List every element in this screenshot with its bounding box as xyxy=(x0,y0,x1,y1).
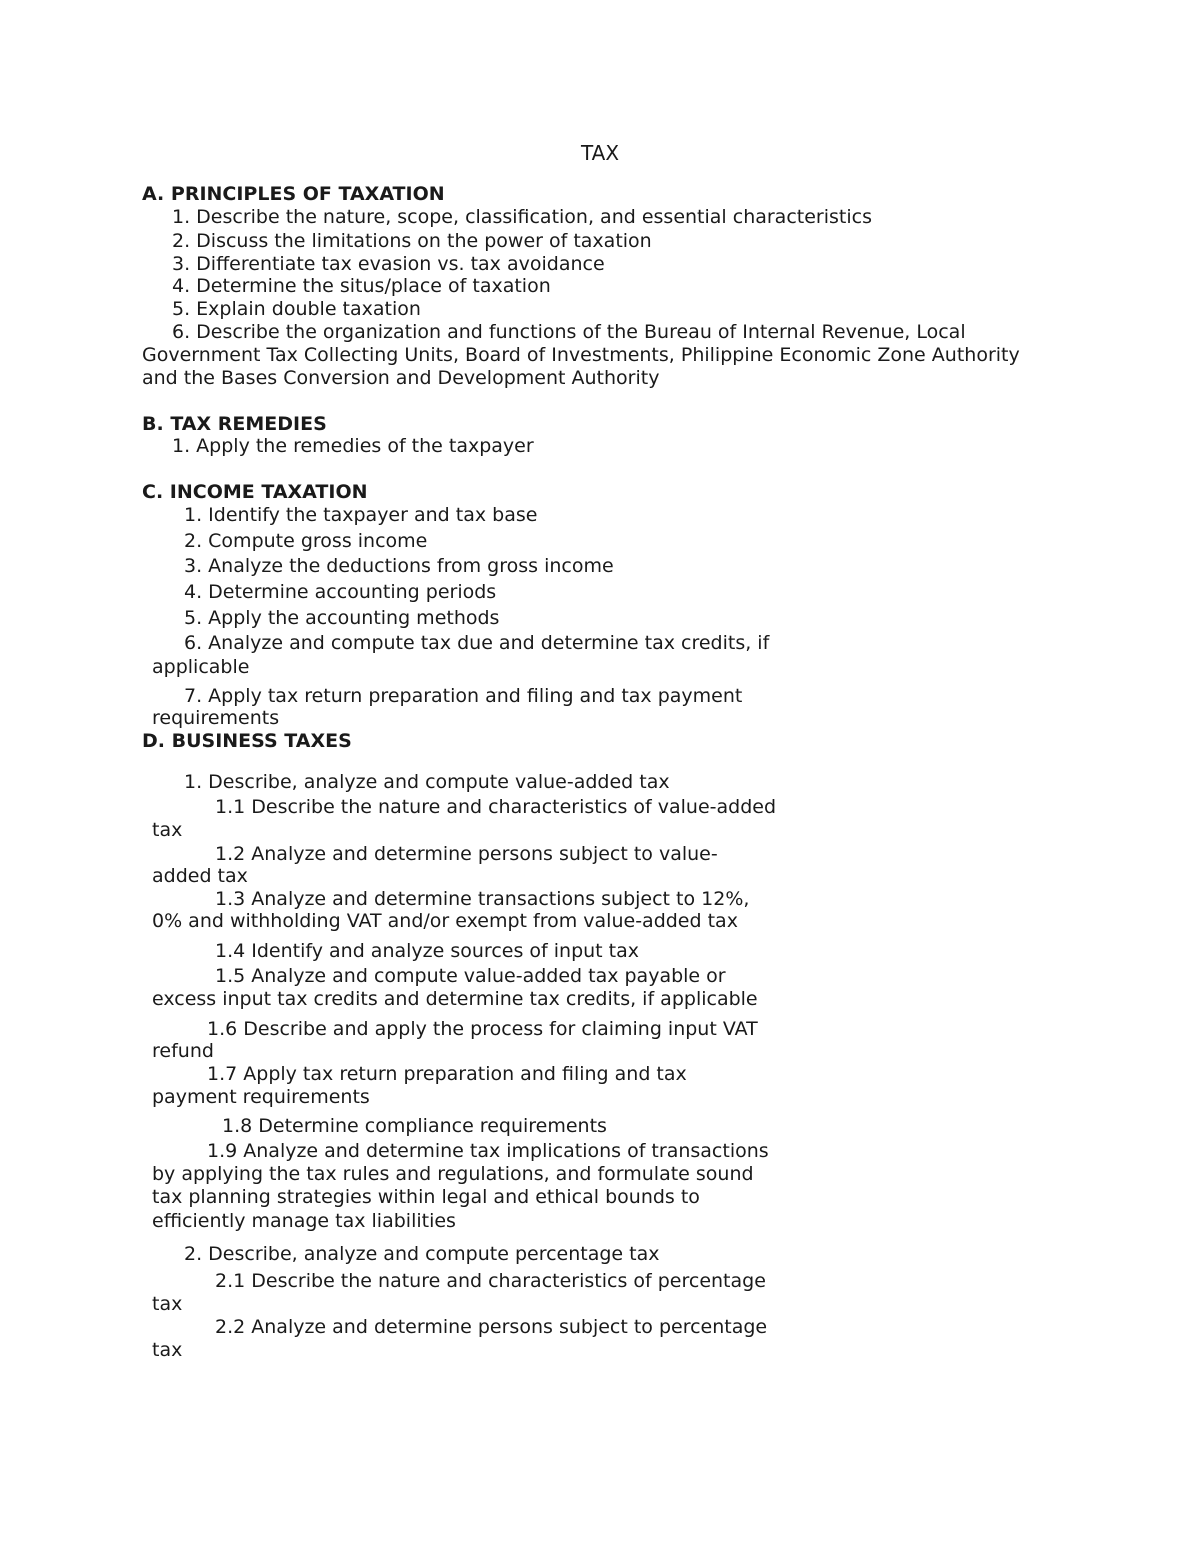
section-a-item-6-line-2: Government Tax Collecting Units, Board of Investments, Philippine Economic Zone Authority xyxy=(142,344,1020,366)
section-d-sub-1-5-line-2: excess input tax credits and determine tax credits, if applicable xyxy=(152,988,758,1010)
section-a-item-6-line-3: and the Bases Conversion and Development Authority xyxy=(142,367,660,389)
section-a-item-4: 4. Determine the situs/place of taxation xyxy=(172,275,551,297)
section-d-sub-1-9-line-1: 1.9 Analyze and determine tax implications of transactions xyxy=(207,1140,769,1162)
section-d-sub-1-2-line-1: 1.2 Analyze and determine persons subject to value- xyxy=(215,843,718,865)
section-d-sub-1-9-line-4: efficiently manage tax liabilities xyxy=(152,1210,456,1232)
section-a-heading: A. PRINCIPLES OF TAXATION xyxy=(142,183,445,205)
section-d-item-2: 2. Describe, analyze and compute percentage tax xyxy=(184,1243,660,1265)
section-d-sub-1-6-line-1: 1.6 Describe and apply the process for claiming input VAT xyxy=(207,1018,758,1040)
section-d-sub-1-7-line-1: 1.7 Apply tax return preparation and filing and tax xyxy=(207,1063,687,1085)
section-d-sub-1-3-line-1: 1.3 Analyze and determine transactions subject to 12%, xyxy=(215,888,750,910)
section-b-heading: B. TAX REMEDIES xyxy=(142,413,327,435)
section-c-item-4: 4. Determine accounting periods xyxy=(184,581,497,603)
section-a-item-3: 3. Differentiate tax evasion vs. tax avoidance xyxy=(172,253,605,275)
section-c-heading: C. INCOME TAXATION xyxy=(142,481,368,503)
page-title: TAX xyxy=(580,141,620,165)
section-d-sub-1-8: 1.8 Determine compliance requirements xyxy=(222,1115,607,1137)
section-a-item-6-line-1: 6. Describe the organization and functions of the Bureau of Internal Revenue, Local xyxy=(172,321,966,343)
section-d-sub-1-4: 1.4 Identify and analyze sources of input tax xyxy=(215,940,639,962)
section-d-sub-1-1-line-1: 1.1 Describe the nature and characteristics of value-added xyxy=(215,796,777,818)
section-d-sub-1-5-line-1: 1.5 Analyze and compute value-added tax payable or xyxy=(215,965,726,987)
section-d-sub-1-6-line-2: refund xyxy=(152,1040,214,1062)
section-d-item-1: 1. Describe, analyze and compute value-added tax xyxy=(184,771,670,793)
section-c-item-7-line-2: requirements xyxy=(152,707,280,729)
section-d-sub-1-1-line-2: tax xyxy=(152,819,183,841)
section-d-sub-2-2-line-1: 2.2 Analyze and determine persons subject to percentage xyxy=(215,1316,768,1338)
section-d-heading: D. BUSINESS TAXES xyxy=(142,730,352,752)
section-d-sub-2-1-line-1: 2.1 Describe the nature and characteristics of percentage xyxy=(215,1270,766,1292)
section-a-item-2: 2. Discuss the limitations on the power of taxation xyxy=(172,230,652,252)
section-d-sub-1-3-line-2: 0% and withholding VAT and/or exempt from value-added tax xyxy=(152,910,738,932)
section-c-item-1: 1. Identify the taxpayer and tax base xyxy=(184,504,538,526)
section-a-item-1: 1. Describe the nature, scope, classification, and essential characteristics xyxy=(172,206,872,228)
section-d-sub-1-9-line-3: tax planning strategies within legal and ethical bounds to xyxy=(152,1186,700,1208)
section-d-sub-2-2-line-2: tax xyxy=(152,1339,183,1361)
section-d-sub-1-9-line-2: by applying the tax rules and regulations, and formulate sound xyxy=(152,1163,754,1185)
section-c-item-2: 2. Compute gross income xyxy=(184,530,428,552)
section-d-sub-1-7-line-2: payment requirements xyxy=(152,1086,370,1108)
section-d-sub-1-2-line-2: added tax xyxy=(152,865,248,887)
section-b-item-1: 1. Apply the remedies of the taxpayer xyxy=(172,435,534,457)
section-c-item-6-line-1: 6. Analyze and compute tax due and determine tax credits, if xyxy=(184,632,770,654)
section-c-item-6-line-2: applicable xyxy=(152,656,250,678)
section-a-item-5: 5. Explain double taxation xyxy=(172,298,421,320)
section-d-sub-2-1-line-2: tax xyxy=(152,1293,183,1315)
section-c-item-5: 5. Apply the accounting methods xyxy=(184,607,500,629)
section-c-item-3: 3. Analyze the deductions from gross income xyxy=(184,555,614,577)
section-c-item-7-line-1: 7. Apply tax return preparation and filing and tax payment xyxy=(184,685,743,707)
